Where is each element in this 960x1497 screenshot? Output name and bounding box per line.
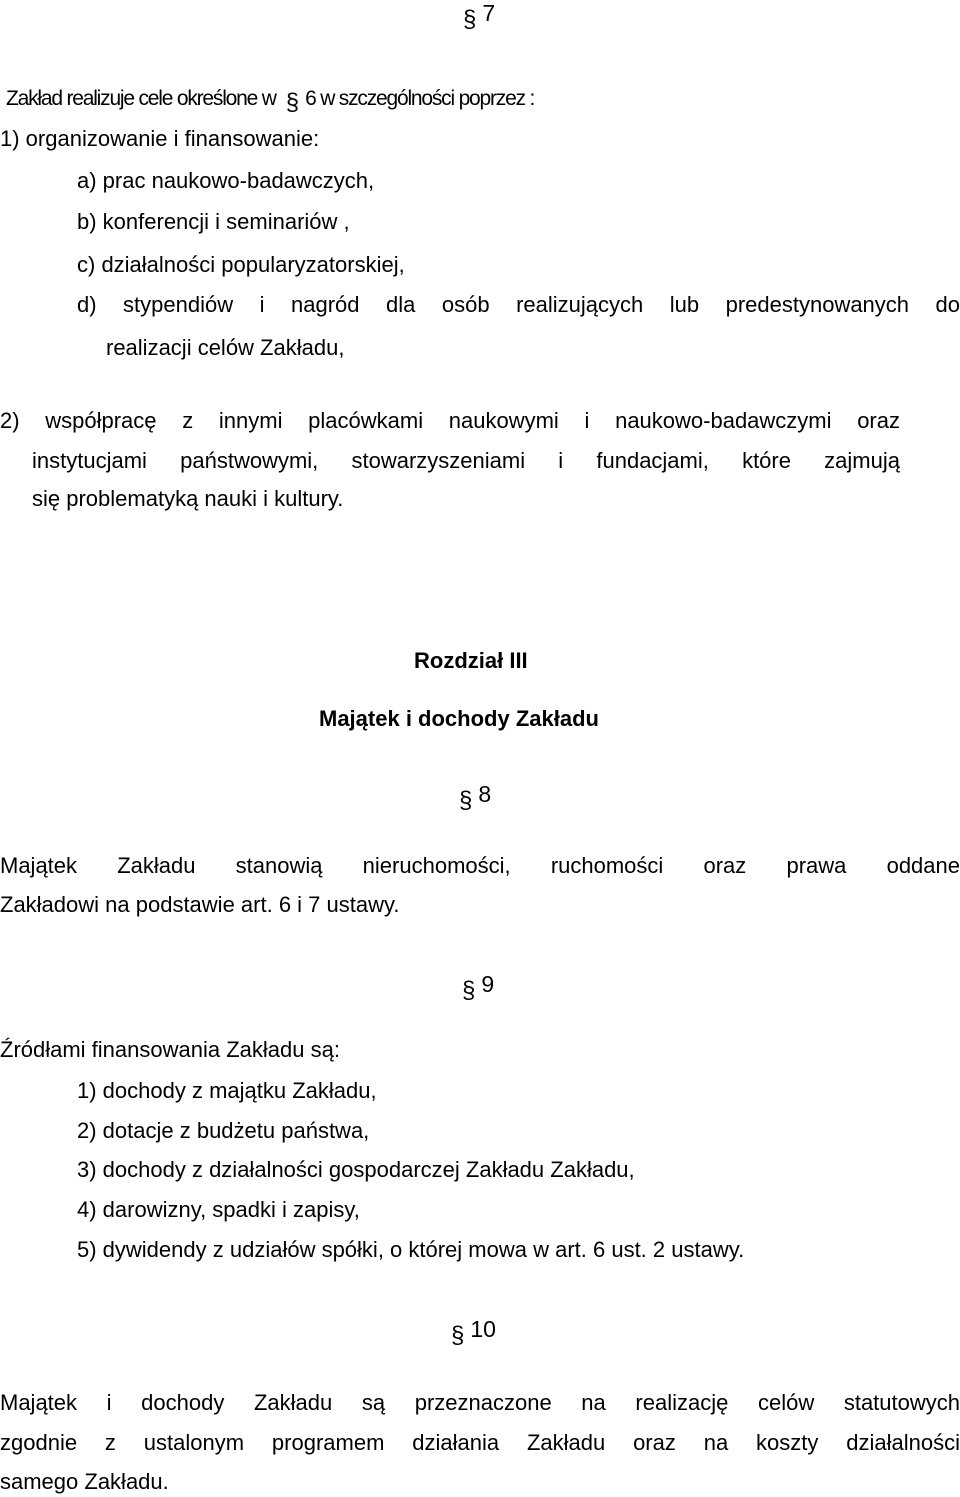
section-10-line: samego Zakładu. — [0, 1469, 169, 1494]
list-item-line: 2) współpracę z innymi placówkami naukowymi i naukowo-badawczymi oraz — [0, 408, 900, 433]
section-10-heading — [451, 1316, 496, 1349]
section-8-heading — [459, 781, 492, 814]
list-subitem-continuation: realizacji celów Zakładu, — [106, 335, 345, 360]
list-item: 4) darowizny, spadki i zapisy, — [77, 1197, 360, 1222]
section-9-heading — [462, 971, 495, 1004]
list-subitem: a) prac naukowo-badawczych, — [77, 168, 375, 193]
intro-sentence — [6, 86, 535, 116]
list-subitem: c) działalności popularyzatorskiej, — [77, 252, 405, 277]
list-subitem: b) konferencji i seminariów , — [77, 209, 350, 234]
section-number: 10 — [470, 1316, 496, 1342]
chapter-title: Majątek i dochody Zakładu — [319, 706, 599, 731]
list-item-line: się problematyką nauki i kultury. — [32, 486, 344, 511]
section-10-line: Majątek i dochody Zakładu są przeznaczone na realizację celów statutowych — [0, 1390, 960, 1415]
list-subitem: d) stypendiów i nagród dla osób realizujących lub predestynowanych do — [77, 292, 960, 317]
section-number: 9 — [481, 971, 495, 997]
section-8-line: Zakładowi na podstawie art. 6 i 7 ustawy. — [0, 892, 400, 917]
section-7-heading — [463, 0, 496, 33]
list-item-title: 1) organizowanie i finansowanie: — [0, 126, 320, 151]
paragraph-symbol: § — [463, 6, 477, 33]
list-item: 1) dochody z majątku Zakładu, — [77, 1078, 377, 1103]
section-number: 8 — [478, 781, 492, 807]
section-10-line: zgodnie z ustalonym programem działania Zakładu oraz na koszty działalności — [0, 1430, 960, 1455]
list-item: 5) dywidendy z udziałów spółki, o której mowa w art. 6 ust. 2 ustawy. — [77, 1237, 745, 1262]
chapter-label: Rozdział III — [414, 648, 528, 673]
paragraph-symbol: § — [285, 89, 300, 116]
section-number: 7 — [482, 0, 496, 26]
list-item: 3) dochody z działalności gospodarczej Zakładu Zakładu, — [77, 1157, 635, 1182]
section-8-line: Majątek Zakładu stanowią nieruchomości, ruchomości oraz prawa oddane — [0, 853, 960, 878]
list-item: 2) dotacje z budżetu państwa, — [77, 1118, 370, 1143]
intro-text-after: 6 w szczególności poprzez : — [305, 87, 535, 110]
list-item-line: instytucjami państwowymi, stowarzyszeniami i fundacjami, które zajmują — [32, 448, 900, 473]
intro-text-before: Zakład realizuje cele określone w — [6, 87, 276, 110]
section-9-heading-text: Źródłami finansowania Zakładu są: — [0, 1037, 340, 1062]
paragraph-symbol: § — [459, 787, 473, 814]
paragraph-symbol: § — [462, 977, 476, 1004]
paragraph-symbol: § — [451, 1322, 465, 1349]
